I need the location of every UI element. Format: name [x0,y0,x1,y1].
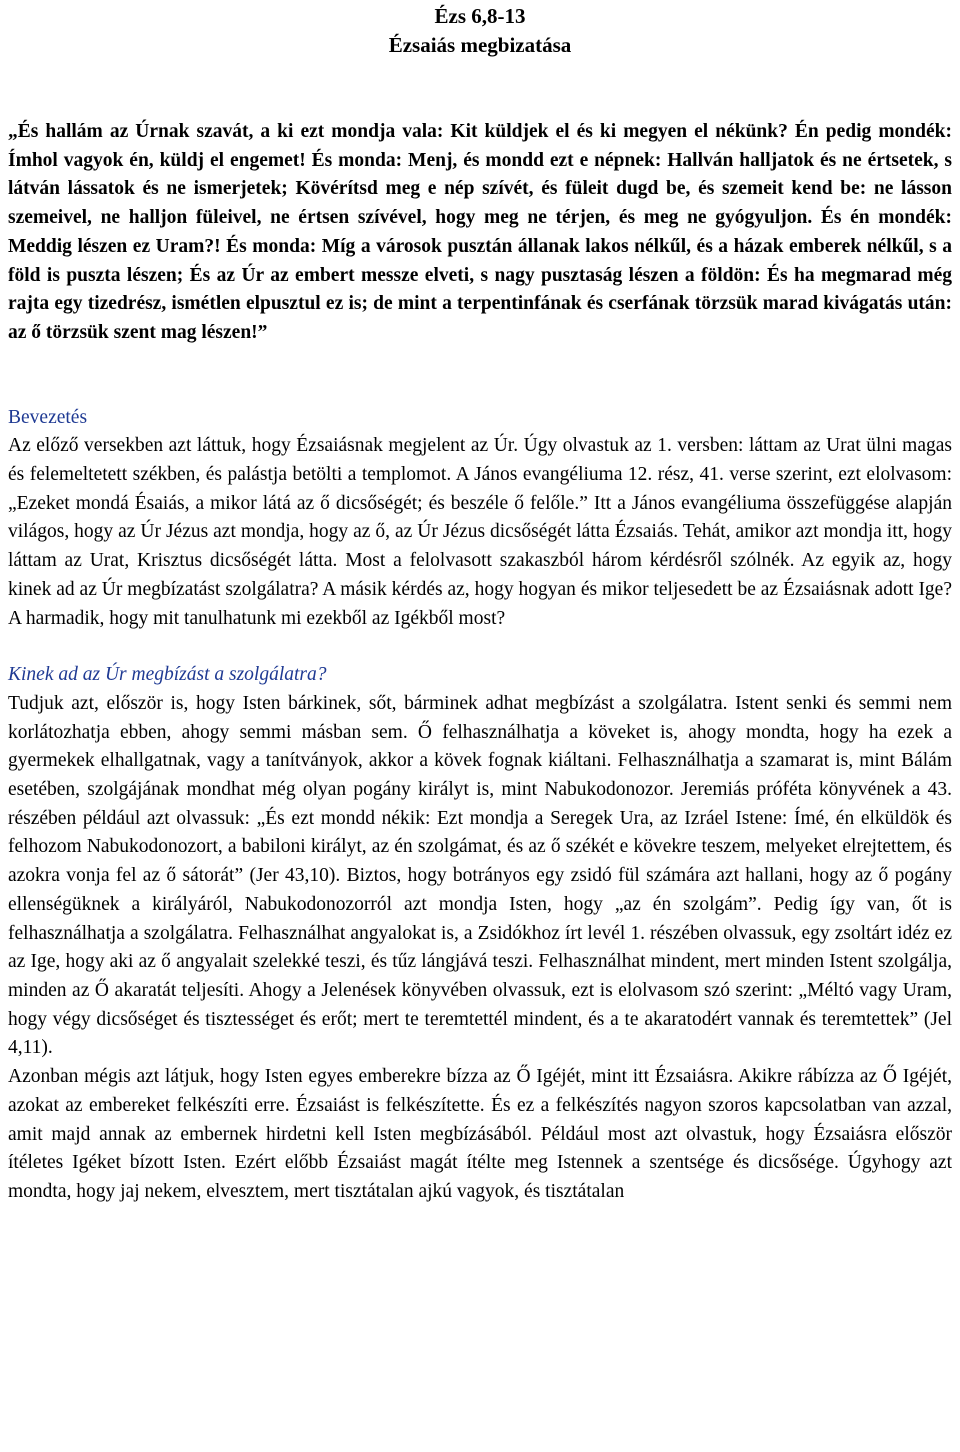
commission-paragraph-1: Tudjuk azt, először is, hogy Isten bárkinek, sőt, bárminek adhat megbízást a szolgálatra. Istent senki és semmi nem korlátozhatja ebben, ahogy semmi másban sem. Ő felhasználhatja a köveket is, ahogy mondta, hogy ha ezek a gyermekek elhallgatnak, vagy a tanítványok, akkor a kövek fognak kiáltani. Felhasználhatja a szamarat is, mint Bálám esetében, szolgájának mondhat még olyan pogány királyt is, mint Nabukodonozor. Jeremiás próféta könyvének a 43. részében például azt olvassuk: „És ezt mondd nékik: Ezt mondja a Seregek Ura, az Izráel Istene: Ímé, én elküldök és felhozom Nabukodonozort, a babiloni királyt, az én szolgámat, és az ő székét e kövekre teszem, melyeket elrejtettem, és azokra vonja fel az ő sátorát” (Jer 43,10). Biztos, hogy botrányos egy zsidó fül számára azt hallani, hogy az ő pogány ellenségüknek a királyáról, Nabukodonozorról azt mondja Isten, hogy „az én szolgám”. Pedig így van, őt is felhasználhatja a szolgálatra. Felhasználhat angyalokat is, a Zsidókhoz írt levél 1. részében olvassuk, egy zsoltárt idéz ez az Ige, hogy aki az ő angyalait szelekké teszi, és tűz lángjává teszi. Felhasználhat mindent, mert minden Istent szolgálja, minden az Ő akaratát teljesíti. Ahogy a Jelenések könyvében olvassuk, ezt is elolvasom szó szerint: „Méltó vagy Uram, hogy végy dicsőséget és tisztességet és erőt; mert te teremtettél mindent, és a te akaratodért vannak és teremtettek” (Jel 4,11). [8,692,952,1059]
document-title-reference: Ézs 6,8-13 [434,4,526,28]
document-title: Ézsaiás megbizatása [388,33,572,57]
spacer [8,633,952,661]
commission-paragraph-2: Azonban mégis azt látjuk, hogy Isten egyes emberekre bízza az Ő Igéjét, mint itt Ézsaiásra. Akikre rábízza az Ő Igéjét, azokat az embereket felkészíti erre. Ézsaiást is felkészítette. És ez a felkészítés nagyon szoros kapcsolatban van azzal, amit majd annak az embernek hirdetni kell Isten megbízásából. Például most azt olvastuk, hogy Ézsaiásra először ítéletes Igéket bízott Isten. Ezért előbb Ézsaiást magát ítélte meg Istennek a szentsége és dicsősége. Úgyhogy azt mondta, hogy jaj nekem, elvesztem, mert tisztátalan ajkú vagyok, és tisztátalan [8,1066,952,1202]
section-heading-introduction: Bevezetés [8,406,88,428]
spacer [8,376,952,404]
spacer [8,348,952,376]
introduction-paragraph: Az előző versekben azt láttuk, hogy Ézsaiásnak megjelent az Úr. Úgy olvastuk az 1. versben: láttam az Urat ülni magas és felemeltetett székben, és palástja betölti a templomot. A János evangéliuma 12. rész, 41. verse szerint, ezt elolvasom: „Ezeket mondá Ésaiás, a mikor látá az ő dicsőségét; és beszéle ő felőle.” Itt a János evangéliuma összefüggése alapján világos, hogy az Úr Jézus azt mondja, hogy az ő, az Úr Jézus dicsőségét látta Ézsaiás. Tehát, amikor azt mondja itt, hogy láttam az Urat, Krisztus dicsőségét látta. Most a felolvasott szakaszból három kérdésről szólnék. Az egyik az, hogy kinek ad az Úr megbízatást szolgálatra? A másik kérdés az, hogy hogyan és mikor teljesedett be az Ézsaiásnak adott Ige? A harmadik, hogy mit tanulhatunk mi ezekből az Igékből most? [8,435,952,629]
spacer [8,60,952,118]
scripture-passage: „És hallám az Úrnak szavát, a ki ezt mondja vala: Kit küldjek el és ki megyen el nékünk? Én pedig mondék: Ímhol vagyok én, küldj el engemet! És monda: Menj, és mondd ezt e népnek: Hallván halljatok és ne értsetek, s látván lássatok és ne ismerjetek; Kövérítsd meg e nép szívét, és füleit dugd be, és szemeit kend be: ne lásson szemeivel, ne halljon füleivel, ne értsen szívével, hogy meg ne térjen, és meg ne gyógyuljon. És én mondék: Meddig lészen ez Uram?! És monda: Míg a városok pusztán állanak lakos nélkűl, és a házak emberek nélkűl, s a föld is puszta lészen; És az Úr az embert messze elveti, s nagy pusztaság lészen a földön: És ha megmarad még rajta egy tizedrész, ismétlen elpusztul ez is; de mint a terpentinfának és cserfának törzsük marad kivágatás után: az ő törzsük szent mag lészen!” [8,121,952,343]
section-heading-commission: Kinek ad az Úr megbízást a szolgálatra? [8,664,327,686]
